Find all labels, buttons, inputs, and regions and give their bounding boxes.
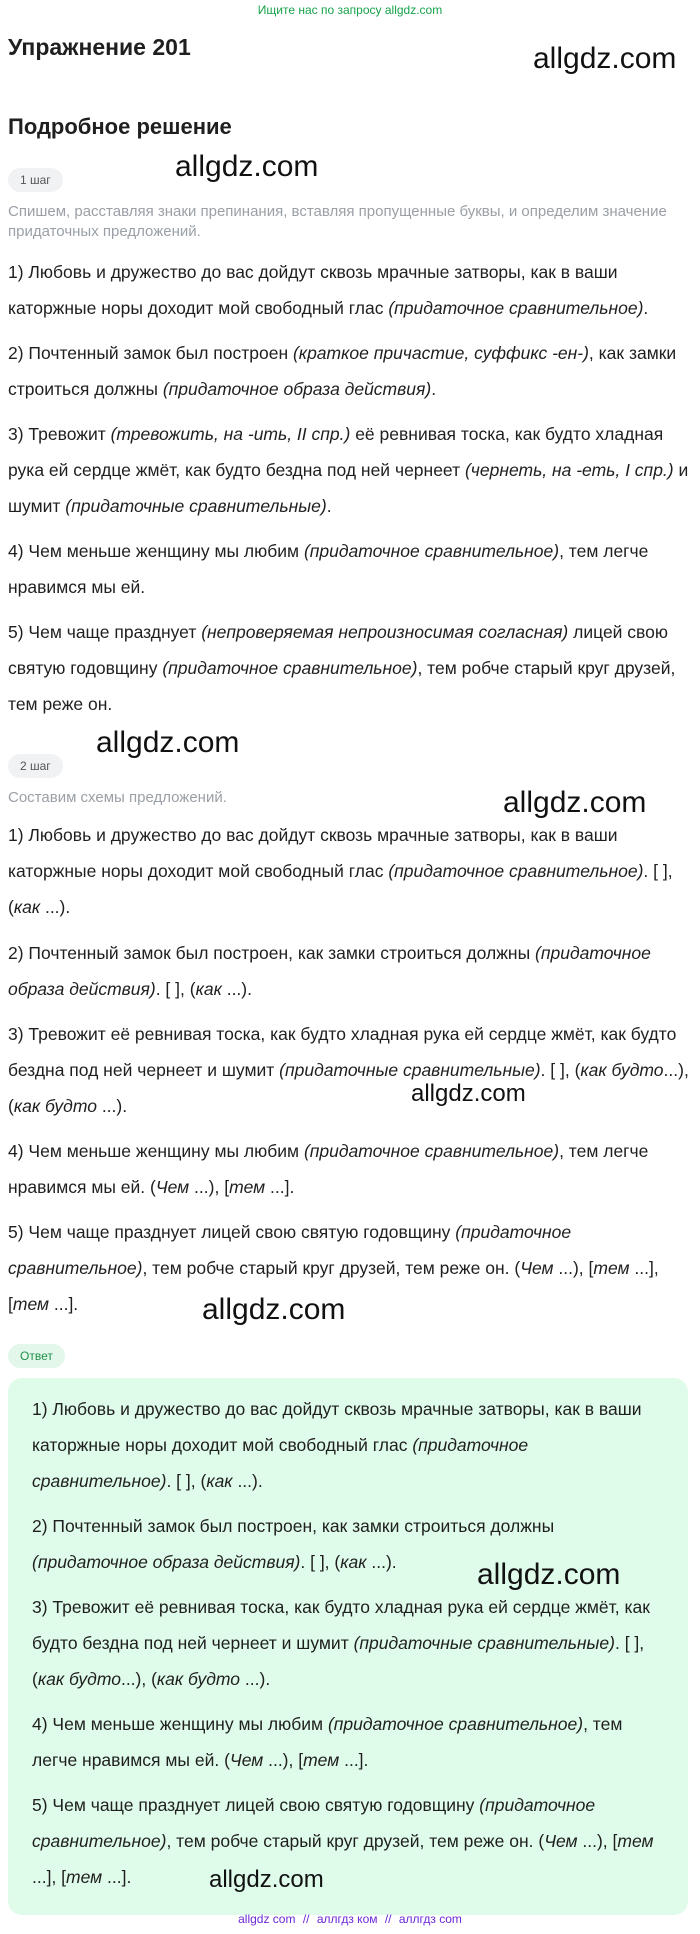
italic-note: как будто bbox=[13, 1096, 97, 1116]
watermark: allgdz.com bbox=[411, 1080, 526, 1107]
answer-item-4: 4) Чем меньше женщину мы любим (придаточное сравнительное), тем легче нравимся мы ей. (Чем ...), [тем ...]. bbox=[32, 1714, 623, 1770]
italic-note: (непроверяемая непроизносимая согласная) bbox=[201, 622, 569, 642]
step-2-badge: 2 шаг bbox=[8, 754, 63, 778]
italic-note: (придаточное сравнительное) bbox=[388, 861, 644, 881]
footer-link[interactable]: allgdz com bbox=[238, 1912, 296, 1926]
italic-note: как bbox=[340, 1552, 367, 1572]
italic-note: Чем bbox=[229, 1750, 264, 1770]
watermark: allgdz.com bbox=[209, 1866, 324, 1893]
answer-box bbox=[8, 1378, 688, 1915]
top-search-hint: Ищите нас по запросу allgdz.com bbox=[257, 3, 443, 17]
italic-note: тем bbox=[617, 1831, 654, 1851]
italic-note: (придаточное сравнительное) bbox=[303, 1141, 560, 1161]
watermark: allgdz.com bbox=[503, 786, 647, 819]
step-1-item-2: 2) Почтенный замок был построен (краткое причастие, суффикс -ен-), как замки строиться должны (придаточное образа действия). bbox=[8, 343, 677, 399]
step-1-badge: 1 шаг bbox=[8, 168, 63, 192]
italic-note: (придаточное сравнительное) bbox=[32, 1795, 596, 1851]
watermark: allgdz.com bbox=[477, 1558, 621, 1591]
italic-note: (придаточное образа действия) bbox=[32, 1552, 301, 1572]
step-1-item-1: 1) Любовь и дружество до вас дойдут сквозь мрачные затворы, как в ваши каторжные норы доходит мой свободный глас (придаточное сравнительное). bbox=[8, 262, 649, 318]
answer-item-1: 1) Любовь и дружество до вас дойдут сквозь мрачные затворы, как в ваши каторжные норы доходит мой свободный глас (придаточное сравнительное). [ ], (как ...). bbox=[32, 1399, 642, 1491]
italic-note: как будто bbox=[37, 1669, 121, 1689]
italic-note: (придаточные сравнительные) bbox=[279, 1060, 541, 1080]
italic-note: тем bbox=[12, 1294, 49, 1314]
italic-note: (придаточные сравнительные) bbox=[353, 1633, 615, 1653]
step-2-item-2: 2) Почтенный замок был построен, как замки строиться должны (придаточное образа действия). [ ], (как ...). bbox=[8, 943, 651, 999]
footer-link[interactable]: аллгдз ком bbox=[316, 1912, 378, 1926]
italic-note: как bbox=[195, 979, 222, 999]
italic-note: как bbox=[13, 897, 41, 917]
page-title: Упражнение 201 bbox=[8, 34, 191, 60]
watermark: allgdz.com bbox=[533, 42, 677, 75]
italic-note: Чем bbox=[520, 1258, 554, 1278]
step-2-item-5: 5) Чем чаще празднует лицей свою святую годовщину (придаточное сравнительное), тем робче старый круг друзей, тем реже он. (Чем ...), [тем ...], [тем ...]. bbox=[8, 1222, 659, 1314]
step-1-item-5: 5) Чем чаще празднует (непроверяемая непроизносимая согласная) лицей свою святую годовщину (придаточное сравнительное), тем робче старый круг друзей, тем реже он. bbox=[8, 622, 676, 714]
footer-link[interactable]: аллгдз com bbox=[398, 1912, 462, 1926]
answer-item-5: 5) Чем чаще празднует лицей свою святую годовщину (придаточное сравнительное), тем робче старый круг друзей, тем реже он. (Чем ...), [тем ...], [тем ...]. bbox=[32, 1795, 654, 1887]
step-1-hint: Спишем, расставляя знаки препинания, вставляя пропущенные буквы, и определим значение придаточных предложений. bbox=[8, 203, 667, 240]
watermark: allgdz.com bbox=[175, 150, 319, 183]
italic-note: тем bbox=[303, 1750, 340, 1770]
step-2-item-3: 3) Тревожит её ревнивая тоска, как будто хладная рука ей сердце жмёт, как будто бездна под ней чернеет и шумит (придаточные сравнительные). [ ], (как будто...), (как будто ...). bbox=[8, 1024, 689, 1116]
answer-item-3: 3) Тревожит её ревнивая тоска, как будто хладная рука ей сердце жмёт, как будто бездна под ней чернеет и шумит (придаточные сравнительные). [ ], (как будто...), (как будто ...). bbox=[32, 1597, 650, 1689]
italic-note: (придаточные сравнительные) bbox=[65, 496, 327, 516]
italic-note: (придаточное сравнительное) bbox=[388, 298, 644, 318]
footer-links bbox=[0, 1912, 700, 1926]
step-2-hint: Составим схемы предложений. bbox=[8, 789, 227, 806]
watermark: allgdz.com bbox=[202, 1293, 346, 1326]
italic-note: тем bbox=[66, 1867, 103, 1887]
italic-note: тем bbox=[593, 1258, 630, 1278]
italic-note: (придаточное сравнительное) bbox=[8, 1222, 572, 1278]
step-2-item-4: 4) Чем меньше женщину мы любим (придаточное сравнительное), тем легче нравимся мы ей. (Чем ...), [тем ...]. bbox=[8, 1141, 649, 1197]
italic-note: Чем bbox=[544, 1831, 578, 1851]
footer-separator: // bbox=[302, 1912, 310, 1926]
footer-separator: // bbox=[384, 1912, 392, 1926]
italic-note: как будто bbox=[580, 1060, 664, 1080]
section-title: Подробное решение bbox=[8, 114, 232, 139]
italic-note: (придаточное сравнительное) bbox=[303, 541, 560, 561]
italic-note: (придаточное сравнительное) bbox=[162, 658, 418, 678]
italic-note: (чернеть, на -еть, I спр.) bbox=[464, 460, 674, 480]
step-1-item-4: 4) Чем меньше женщину мы любим (придаточное сравнительное), тем легче нравимся мы ей. bbox=[8, 541, 649, 597]
italic-note: (тревожить, на -ить, II спр.) bbox=[110, 424, 351, 444]
italic-note: тем bbox=[229, 1177, 266, 1197]
watermark: allgdz.com bbox=[96, 726, 240, 759]
italic-note: как bbox=[206, 1471, 233, 1491]
answer-item-2: 2) Почтенный замок был построен, как замки строиться должны (придаточное образа действия). [ ], (как ...). bbox=[32, 1516, 555, 1572]
italic-note: (придаточное образа действия) bbox=[162, 379, 432, 399]
italic-note: (придаточное сравнительное) bbox=[327, 1714, 584, 1734]
step-1-item-3: 3) Тревожит (тревожить, на -ить, II спр.) её ревнивая тоска, как будто хладная рука ей сердце жмёт, как будто бездна под ней чернеет (чернеть, на -еть, I спр.) и шумит (придаточные сравнительные). bbox=[8, 424, 689, 516]
step-2-item-1: 1) Любовь и дружество до вас дойдут сквозь мрачные затворы, как в ваши каторжные норы доходит мой свободный глас (придаточное сравнительное). [ ], (как ...). bbox=[8, 825, 673, 917]
answer-badge: Ответ bbox=[8, 1344, 65, 1368]
italic-note: (придаточное сравнительное) bbox=[32, 1435, 529, 1491]
italic-note: Чем bbox=[155, 1177, 190, 1197]
italic-note: (краткое причастие, суффикс -ен-) bbox=[292, 343, 589, 363]
italic-note: (придаточное образа действия) bbox=[8, 943, 651, 999]
italic-note: как будто bbox=[156, 1669, 241, 1689]
